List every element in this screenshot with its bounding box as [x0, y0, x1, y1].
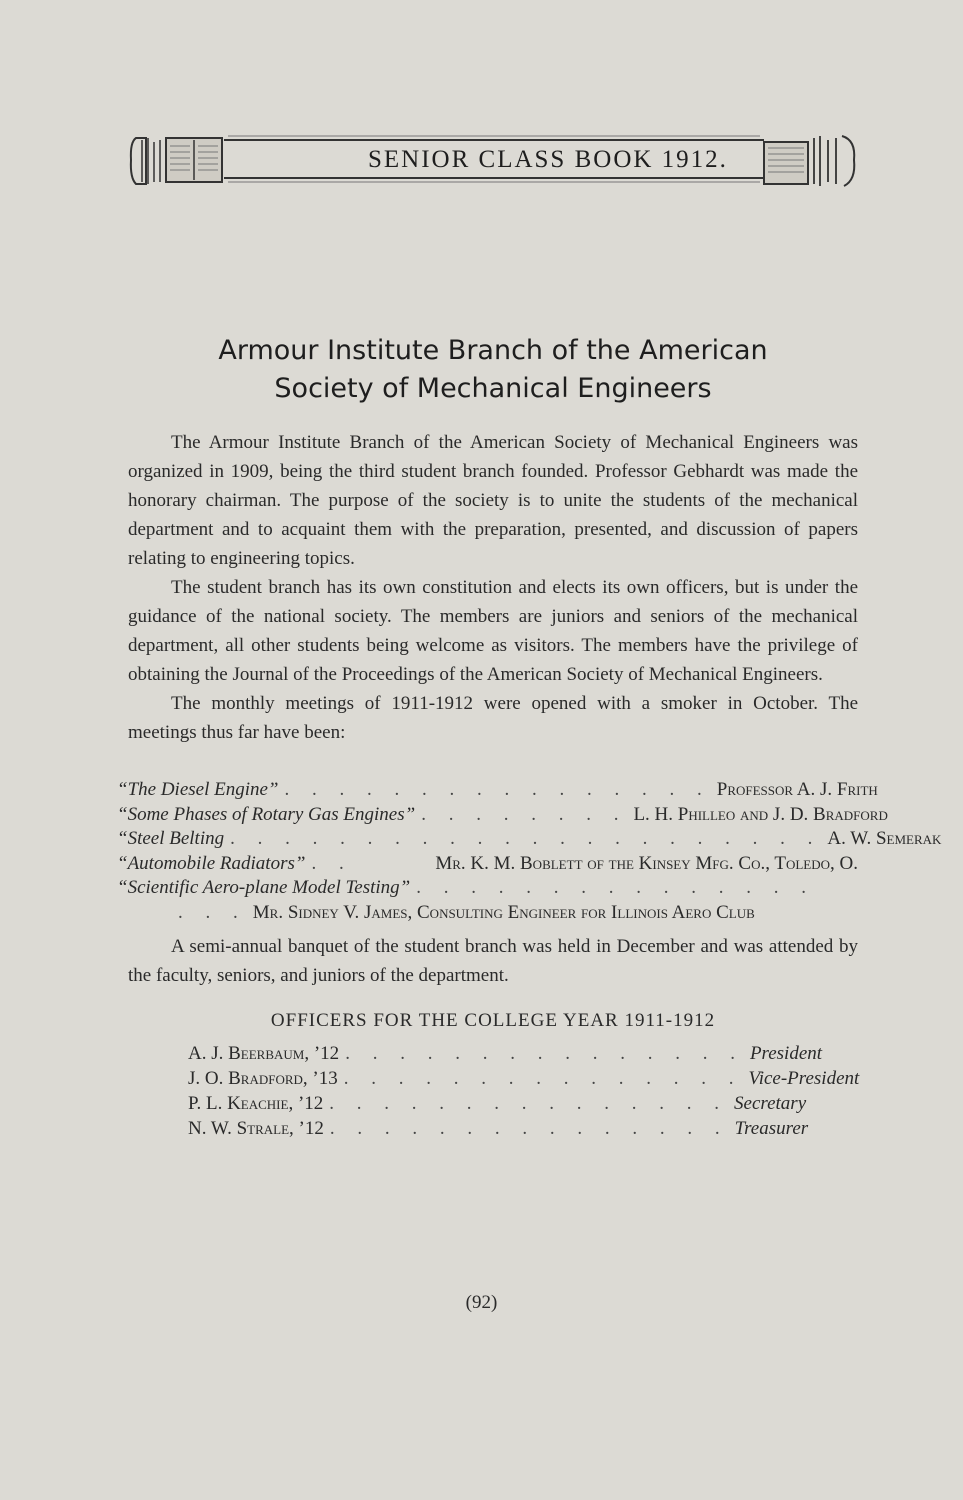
officer-row — [188, 1066, 860, 1091]
title-line-2: Society of Mechanical Engineers — [274, 373, 712, 404]
officer-role: Secretary — [734, 1093, 807, 1114]
meeting-title: “Some Phases of Rotary Gas Engines” — [117, 803, 416, 825]
meeting-speaker: L. H. Philleo and J. D. Bradford — [633, 803, 888, 825]
officer-name: J. O. Bradford, ’13 — [188, 1068, 338, 1089]
meeting-title: “Automobile Radiators” — [117, 852, 306, 874]
officer-name: A. J. Beerbaum, ’12 — [188, 1043, 340, 1064]
meeting-row — [117, 827, 942, 852]
officers-list — [188, 1041, 860, 1141]
paragraph: A semi-annual banquet of the student branch was held in December and was attended by the faculty, seniors, and juniors of the department. — [128, 936, 858, 986]
page-title — [128, 332, 858, 408]
body-text — [128, 428, 858, 747]
title-line-1: Armour Institute Branch of the American — [218, 335, 768, 366]
officer-row — [188, 1041, 823, 1066]
meeting-row — [117, 876, 858, 901]
leader-dots: . . . . . . . . . . . . . . . . . . . . . . — [230, 828, 822, 849]
paragraph: The monthly meetings of 1911-1912 were opened with a smoker in October. The meetings thus far have been: — [128, 693, 858, 743]
officer-row — [188, 1091, 807, 1116]
meeting-title: “Steel Belting — [117, 828, 225, 849]
banner-title: SENIOR CLASS BOOK 1912. — [368, 146, 728, 173]
meetings-list — [117, 778, 942, 925]
meeting-speaker: Mr. K. M. Boblett of the Kinsey Mfg. Co., Toledo, O. — [435, 852, 858, 874]
meeting-title: “Scientific Aero-plane Model Testing” — [117, 877, 411, 898]
officer-name: N. W. Strale, ’12 — [188, 1118, 324, 1139]
paragraph: The student branch has its own constitution and elects its own officers, but is under the guidance of the national society. The members are juniors and seniors of the mechanical department, all other students being welcome as visitors. The members have the privilege of obtaining the Journal of the Proceedings of the American Society of Mechanical Engineers. — [128, 577, 858, 685]
leader-dots: . . . . . . . . . . . . . . . . — [284, 779, 711, 800]
officers-heading: OFFICERS FOR THE COLLEGE YEAR 1911-1912 — [270, 1010, 716, 1031]
paragraph: The Armour Institute Branch of the American Society of Mechanical Engineers was organized in 1909, being the third student branch founded. Professor Gebhardt was made the honorary chairman. The purpose of the society is to unite the students of the mechanical department and to acquaint them with the preparation, presented, and discussion of papers relating to engineering topics. — [128, 432, 858, 569]
leader-dots: . . . . . . . . . . . . . . . — [343, 1068, 743, 1089]
meeting-row — [117, 803, 888, 828]
leader-dots: . . — [311, 852, 353, 874]
meeting-speaker: Mr. Sidney V. James, Consulting Engineer for Illinois Aero Club — [252, 901, 755, 923]
meeting-row-continued — [117, 901, 858, 926]
officer-role: Vice-President — [748, 1068, 860, 1089]
officer-role: President — [749, 1043, 823, 1064]
leader-dots: . . . . . . . . . . . . . . . — [329, 1093, 729, 1114]
meeting-row — [117, 852, 858, 877]
leader-dots: . . . . . . . . . . . . . . . — [345, 1043, 744, 1064]
officer-row — [188, 1116, 809, 1141]
meeting-speaker: Professor A. J. Frith — [716, 779, 878, 800]
leader-dots: . . . — [178, 901, 247, 923]
page-number: (92) — [465, 1292, 498, 1313]
header-banner — [128, 132, 858, 188]
leader-dots: . . . . . . . . . . . . . . . — [329, 1118, 729, 1139]
meeting-row — [117, 778, 878, 803]
meeting-title: “The Diesel Engine” — [117, 779, 279, 800]
meeting-speaker: A. W. Semerak — [827, 828, 942, 849]
leader-dots: . . . . . . . . . . . . . . . — [416, 877, 815, 898]
officer-name: P. L. Keachie, ’12 — [188, 1093, 324, 1114]
leader-dots: . . . . . . . . — [421, 803, 628, 825]
officer-role: Treasurer — [734, 1118, 809, 1139]
banquet-text — [128, 932, 858, 990]
